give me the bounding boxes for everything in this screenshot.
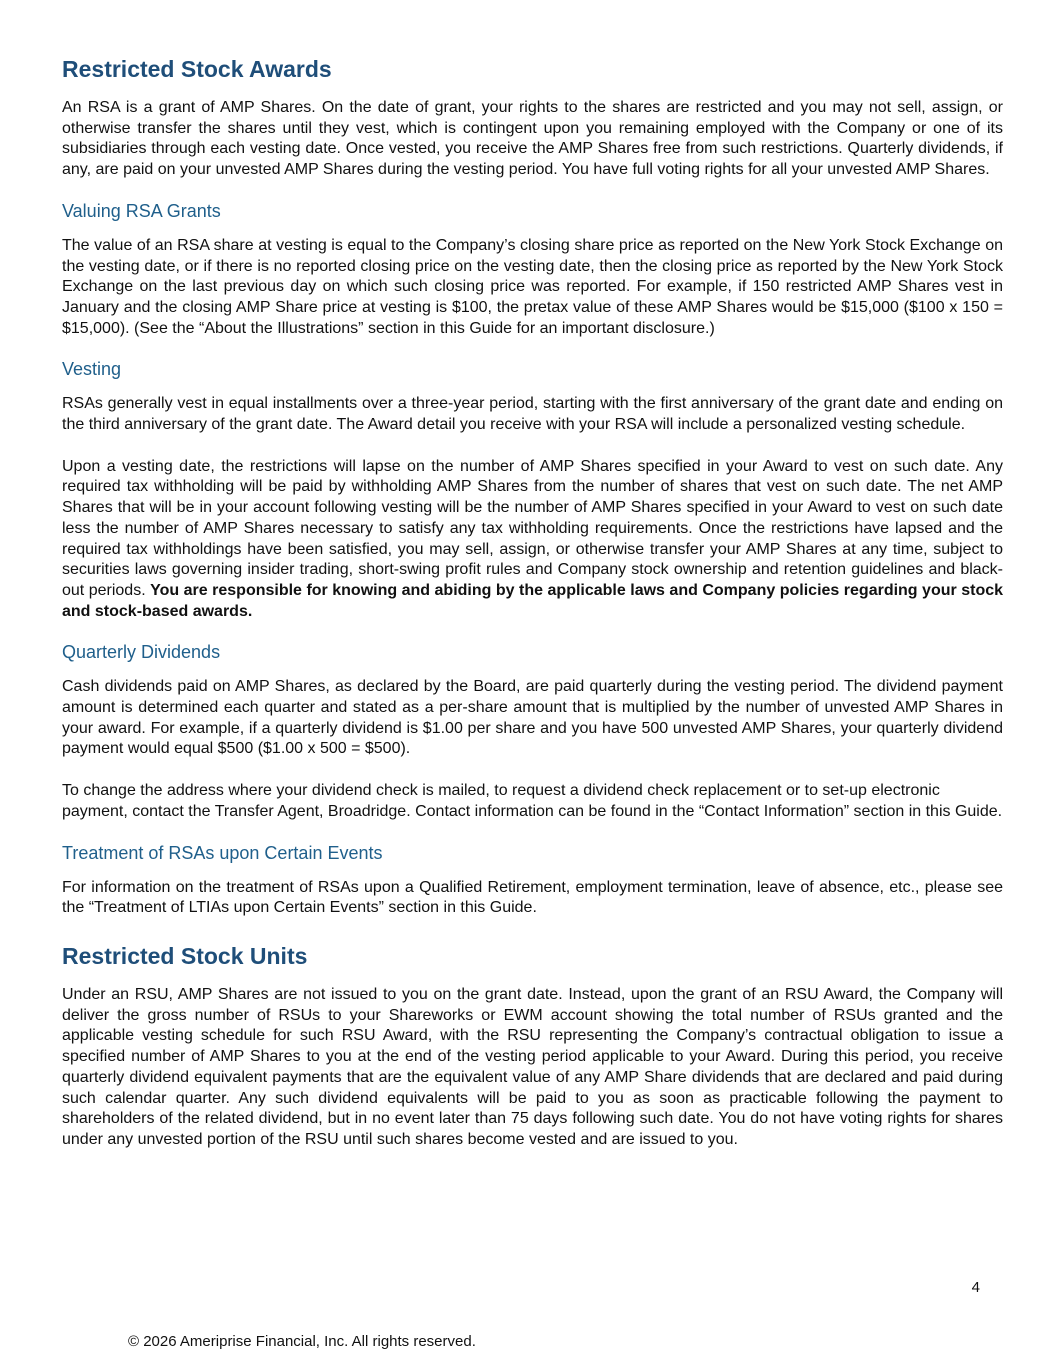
rsu-intro-paragraph: Under an RSU, AMP Shares are not issued to you on the grant date. Instead, upon the grant of an RSU Award, the Company will deliver the gross number of RSUs to your Shareworks or EWM account showing the total number of RSUs granted and the applicable vesting schedule for such RSU Award, with the RSU representing the Company’s contractual obligation to issue a specified number of AMP Shares to you at the end of the vesting period applicable to your Award. During this period, you receive quarterly dividend equivalent payments that are the equivalent value of any AMP Share dividends that are declared and paid during such calendar quarter. Any such dividend equivalents will be paid to you as soon as practicable following the payment to shareholders of the related dividend, but in no event later than 75 days following such date. You do not have voting rights for shares under any unvested portion of the RSU until such shares become vested and are issued to you. [62,985,1003,1148]
page-number: 4 [971,1279,980,1296]
treatment-rsa-paragraph: For information on the treatment of RSAs upon a Qualified Retirement, employment termination, leave of absence, etc., please see the “Treatment of LTIAs upon Certain Events” section in this Guide. [62,878,1003,917]
vesting-responsibility-notice: You are responsible for knowing and abiding by the applicable laws and Company policies regarding your stock and stock-based awards. [62,581,1004,620]
vesting-heading: Vesting [62,359,122,380]
document-page [62,52,1003,1151]
dividends-paragraph-2: To change the address where your dividend check is mailed, to request a dividend check replacement or to set-up electronic payment, contact the Transfer Agent, Broadridge. Contact information can be found in the “Contact Information” section in this Guide. [62,782,1003,820]
quarterly-dividends-heading: Quarterly Dividends [62,642,221,663]
treatment-rsa-heading: Treatment of RSAs upon Certain Events [62,842,383,863]
rsa-intro-paragraph: An RSA is a grant of AMP Shares. On the date of grant, your rights to the shares are restricted and you may not sell, assign, or otherwise transfer the shares until they vest, which is contingent upon you remaining employed with the Company or one of its subsidiaries through each vesting date. Once vested, you receive the AMP Shares free from such restrictions. Quarterly dividends, if any, are paid on your unvested AMP Shares during the vesting period. You have full voting rights for all your unvested AMP Shares. [62,99,1003,179]
dividends-paragraph-1: Cash dividends paid on AMP Shares, as declared by the Board, are paid quarterly during the vesting period. The dividend payment amount is determined each quarter and stated as a per-share amount that is multiplied by the number of unvested AMP Shares in your award. For example, if a quarterly dividend is $1.00 per share and you have 500 unvested AMP Shares, your quarterly dividend payment would equal $500 ($1.00 x 500 = $500). [62,678,1003,758]
vesting-paragraph-1: RSAs generally vest in equal installments over a three-year period, starting with the first anniversary of the grant date and ending on the third anniversary of the grant date. The Award detail you receive with your RSA will include a personalized vesting schedule. [62,395,1003,434]
valuing-rsa-heading: Valuing RSA Grants [62,200,221,221]
vesting-paragraph-2 [62,457,1003,623]
valuing-rsa-paragraph: The value of an RSA share at vesting is equal to the Company’s closing share price as reported on the New York Stock Exchange on the vesting date, or if there is no reported closing price on the vesting date, then the closing price as reported by the New York Stock Exchange on the last previous day on which such closing price was reported. For example, if 150 restricted AMP Shares vest in January and the closing AMP Share price at vesting is $100, the pretax value of these AMP Shares would be $15,000 ($100 x 150 = $15,000). (See the “About the Illustrations” section in this Guide for an important disclosure.) [62,236,1003,337]
rsa-section-title: Restricted Stock Awards [62,56,332,82]
vesting-paragraph-2-text: Upon a vesting date, the restrictions will lapse on the number of AMP Shares specified in your Award to vest on such date. Any required tax withholding will be paid by withholding AMP Shares from the number of shares that vest on such date. The net AMP Shares that will be in your account following vesting will be the number of AMP Shares specified in your Award to vest on such date less the number of AMP Shares necessary to satisfy any tax withholding requirements. Once the restrictions have lapsed and the required tax withholdings have been satisfied, you may sell, assign, or otherwise transfer your AMP Shares at any time, subject to securities laws governing insider trading, short-swing profit rules and Company stock ownership and retention guidelines and black-out periods. [62,457,1003,599]
copyright-footer: © 2026 Ameriprise Financial, Inc. All rights reserved. [128,1333,476,1350]
rsu-section-title: Restricted Stock Units [62,942,308,969]
